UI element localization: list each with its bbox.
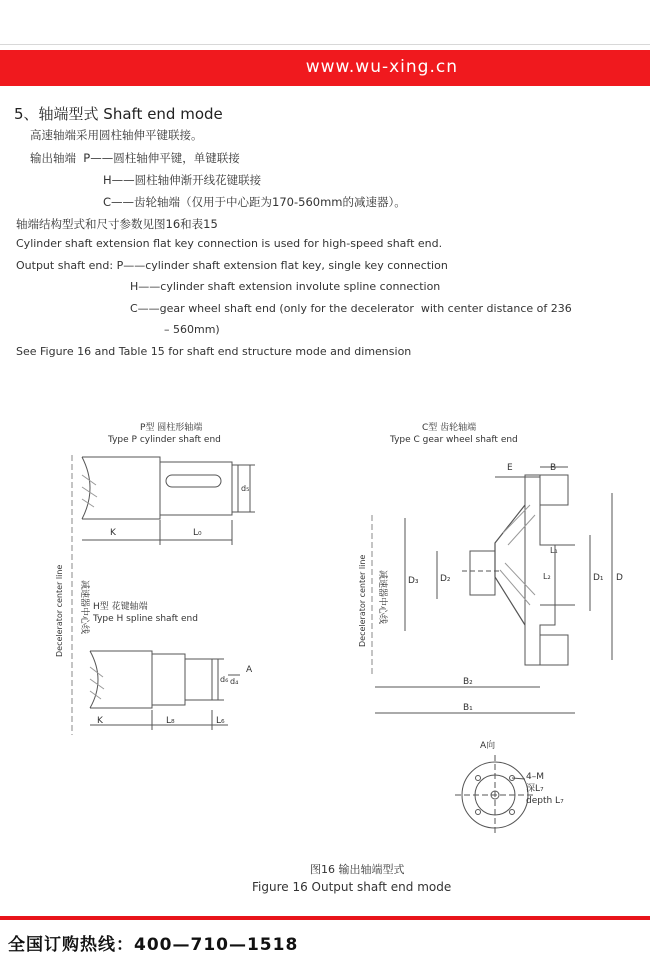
top-divider bbox=[0, 44, 650, 45]
figure-caption-zh: 图16 输出轴端型式 bbox=[310, 863, 405, 876]
footer-divider bbox=[0, 916, 650, 920]
depth-label-en: depth L₇ bbox=[526, 796, 564, 806]
en-line-6: See Figure 16 and Table 15 for shaft end structure mode and dimension bbox=[16, 345, 412, 358]
view-a-drawing bbox=[455, 755, 535, 835]
c-type-title-en: Type C gear wheel shaft end bbox=[390, 435, 518, 445]
dim-D1: D₁ bbox=[593, 573, 604, 583]
header-banner bbox=[0, 50, 650, 86]
center-line-label-zh-right: 减速器中心线 bbox=[377, 570, 387, 625]
h-type-title-zh: H型 花键轴端 bbox=[93, 602, 148, 612]
dim-B2: B₂ bbox=[463, 677, 473, 687]
c-type-drawing bbox=[375, 467, 612, 713]
dim-L6: L₆ bbox=[216, 716, 225, 726]
dim-D3: D₃ bbox=[408, 576, 419, 586]
dim-D2: D₂ bbox=[440, 574, 451, 584]
dim-d5: d₅ bbox=[241, 484, 250, 493]
dim-L0: L₀ bbox=[193, 528, 202, 538]
dim-K-p: K bbox=[110, 528, 116, 538]
dim-E: E bbox=[507, 463, 513, 473]
holes-label: 4–M bbox=[526, 772, 544, 782]
order-hotline: 全国订购热线：400—710—1518 bbox=[8, 935, 299, 955]
dim-L8: L₈ bbox=[166, 716, 175, 726]
depth-label-zh: 深L₇ bbox=[526, 784, 544, 794]
figure-16 bbox=[0, 395, 650, 915]
dim-D: D bbox=[616, 573, 623, 583]
p-type-title-en: Type P cylinder shaft end bbox=[108, 435, 221, 445]
zh-line-1: 高速轴端采用圆柱轴伸平键联接。 bbox=[30, 128, 203, 142]
dim-A: A bbox=[246, 665, 253, 675]
dim-L1: L₁ bbox=[550, 546, 558, 555]
c-type-title-zh: C型 齿轮轴端 bbox=[422, 423, 477, 433]
zh-line-3: H——圆柱轴伸渐开线花键联接 bbox=[103, 173, 262, 187]
dim-d4: d₄ bbox=[230, 677, 239, 686]
section-heading: 5、轴端型式 Shaft end mode bbox=[14, 105, 223, 123]
dim-L2: L₂ bbox=[543, 572, 551, 581]
p-type-drawing bbox=[82, 457, 255, 545]
dim-B1: B₁ bbox=[463, 703, 473, 713]
center-line-label-en-right: Decelerator center line bbox=[358, 554, 367, 647]
p-type-title-zh: P型 圆柱形轴端 bbox=[140, 423, 203, 433]
en-line-1: Cylinder shaft extension flat key connection is used for high-speed shaft end. bbox=[16, 237, 443, 250]
center-line-label-en-left: Decelerator center line bbox=[55, 564, 64, 657]
zh-line-2: 输出轴端 P——圆柱轴伸平键，单键联接 bbox=[30, 151, 240, 165]
view-a-label: A向 bbox=[480, 741, 496, 751]
dim-B: B bbox=[550, 463, 557, 473]
zh-line-5: 轴端结构型式和尺寸参数见图16和表15 bbox=[16, 217, 218, 231]
center-line-label-zh-left: 减速器中心线 bbox=[79, 580, 89, 635]
dim-K-h: K bbox=[97, 716, 103, 726]
h-type-title-en: Type H spline shaft end bbox=[93, 614, 198, 624]
en-line-5: – 560mm) bbox=[164, 323, 220, 336]
en-line-4: C——gear wheel shaft end (only for the decelerator with center distance of 236 bbox=[130, 302, 572, 315]
en-line-2: Output shaft end: P——cylinder shaft extension flat key, single key connection bbox=[16, 259, 448, 272]
en-line-3: H——cylinder shaft extension involute spline connection bbox=[130, 280, 441, 293]
zh-line-4: C——齿轮轴端（仅用于中心距为170-560mm的减速器）。 bbox=[103, 195, 406, 209]
dim-d6: d₆ bbox=[220, 675, 229, 684]
figure-caption-en: Figure 16 Output shaft end mode bbox=[252, 880, 452, 894]
website-url[interactable]: www.wu-xing.cn bbox=[305, 57, 458, 77]
